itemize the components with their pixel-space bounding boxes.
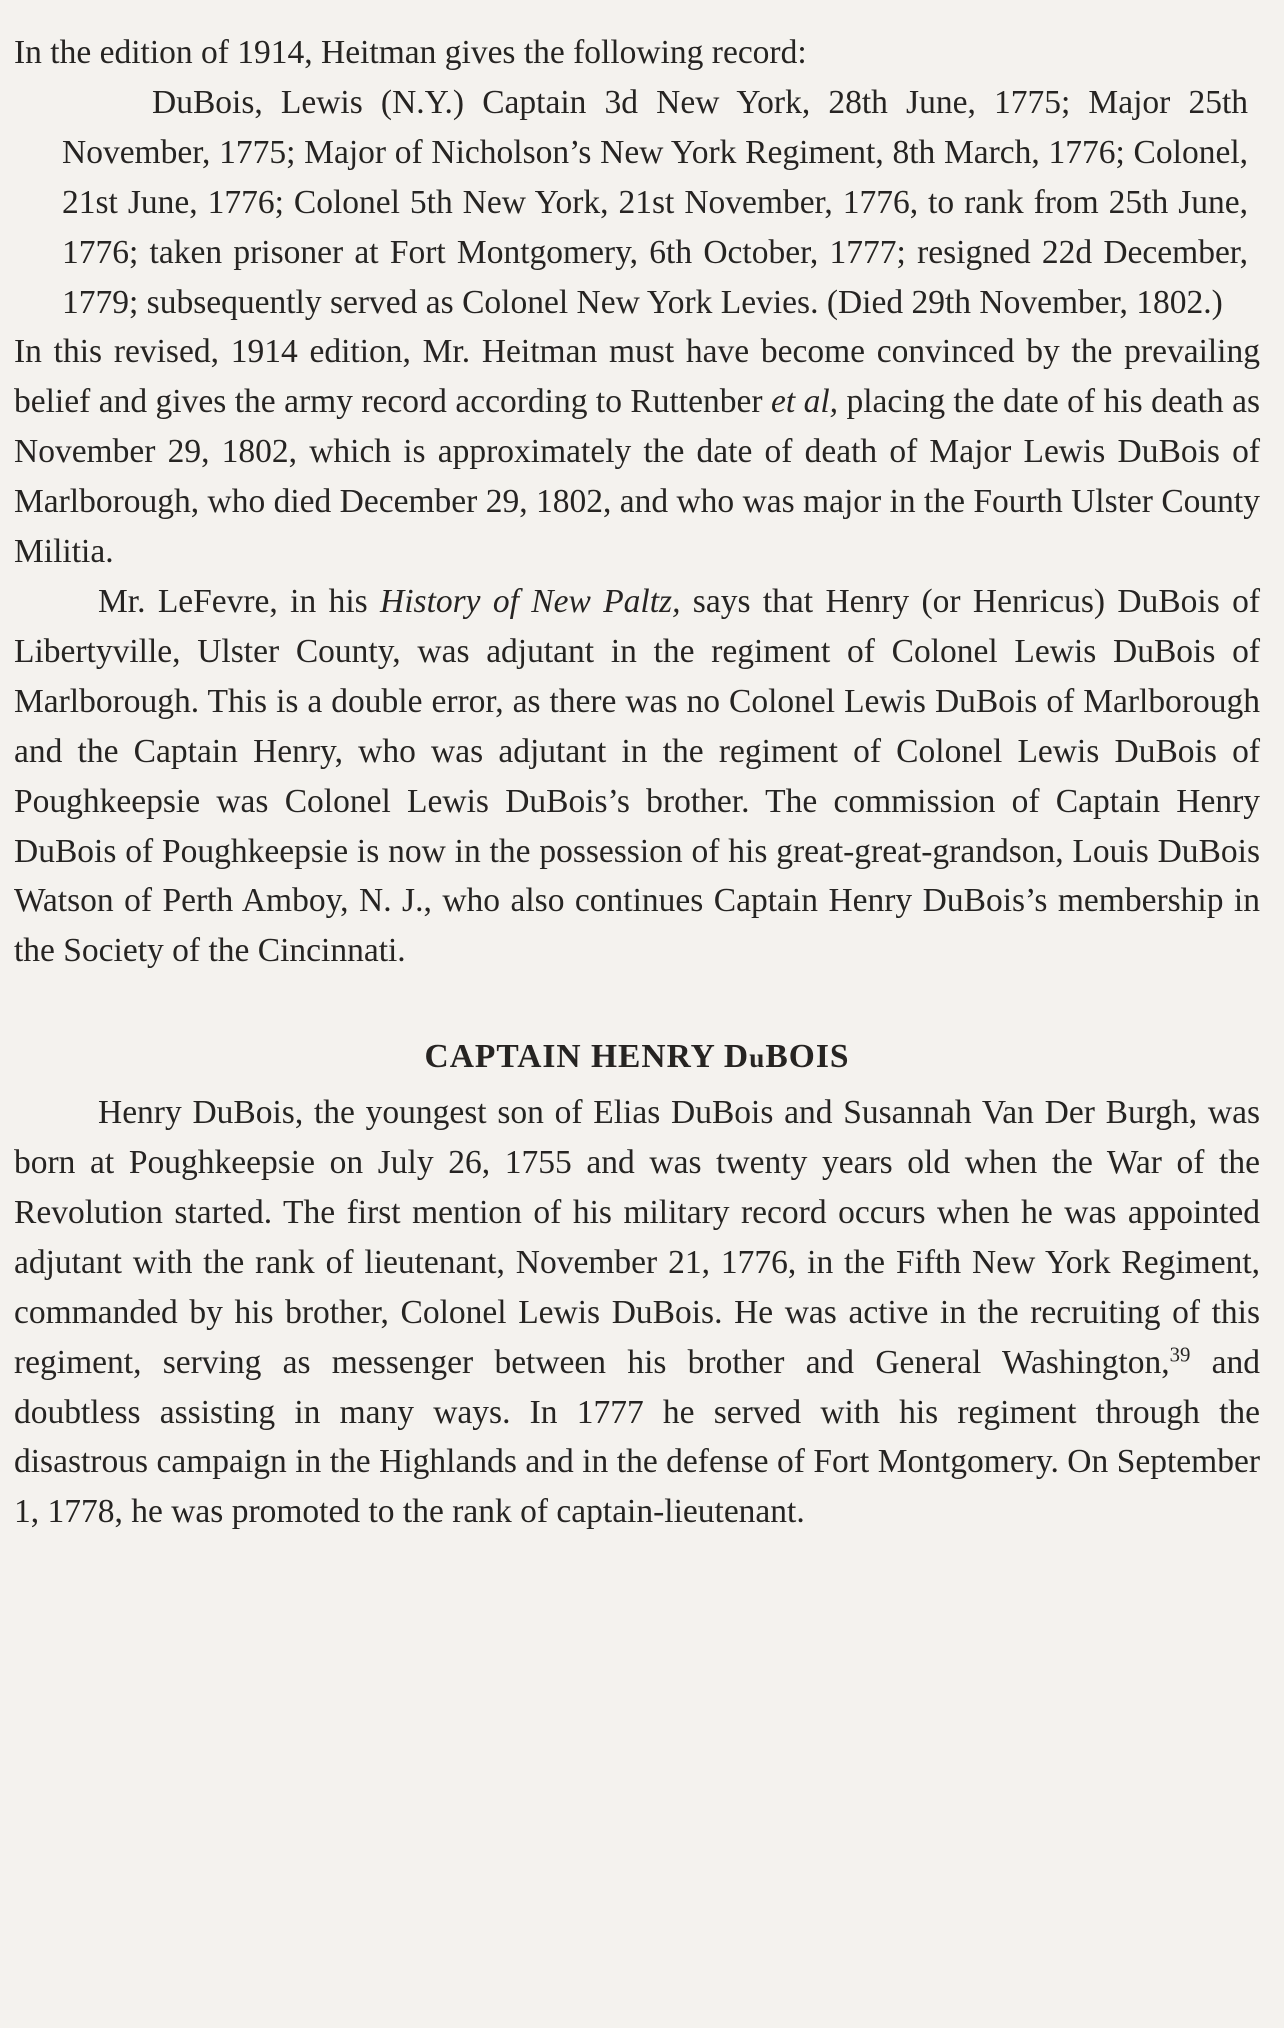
section-heading (14, 976, 1260, 1088)
heading-small-letter: u (749, 1043, 766, 1074)
paragraph-text: and doubtless assisting in many ways. In 1777 he served with his regiment through the disastrous campaign in the Highlands and in the defense of Fort Montgomery. On September 1, 1778, he was promoted to the rank of captain-lieutenant. (14, 1343, 1260, 1531)
paragraph-text: Henry DuBois, the youngest son of Elias DuBois and Susannah Van Der Burgh, was born at Poughkeepsie on July 26, 1755 and was twenty years old when the War of the Revolution started. The first mention of his military record occurs when he was appointed adjutant with the rank of lieutenant, November 21, 1776, in the Fifth New York Regiment, commanded by his brother, Colonel Lewis DuBois. He was active in the recruiting of this regiment, serving as messenger between his brother and General Washington, (14, 1094, 1260, 1381)
paragraph-lefevre (14, 577, 1260, 976)
paragraph-text: Mr. LeFevre, in his (98, 582, 381, 620)
document-page (14, 0, 1260, 1537)
italic-citation: et al, (770, 383, 839, 421)
paragraph-text: In this revised, 1914 edition, Mr. Heitman must have become convinced by the prevailing belief and gives the army record according to Ruttenber (14, 333, 1260, 421)
paragraph-text: placing the date of his death as November 29, 1802, which is approximately the date of death of Major Lewis DuBois of Marlborough, who died December 29, 1802, and who was major in the Fourth Ulster County Militia. (14, 383, 1261, 571)
heading-text-end: BOIS (765, 1038, 850, 1076)
intro-line: In the edition of 1914, Heitman gives the following record: (14, 34, 807, 71)
footnote-marker[interactable]: 39 (1169, 1343, 1191, 1367)
heitman-record-quote: DuBois, Lewis (N.Y.) Captain 3d New York, 28th June, 1775; Major 25th November, 1775; Major of Nicholson’s New York Regiment, 8th March, 1776; Colonel, 21st June, 1776; Colonel 5th New York, 21st November, 1776, to rank from 25th June, 1776; taken prisoner at Fort Montgomery, 6th October, 1777; resigned 22d December, 1779; subsequently served as Colonel New York Levies. (Died 29th November, 1802.) (62, 83, 1248, 321)
paragraph-henry-dubois (14, 1088, 1260, 1537)
italic-book-title: History of New Paltz, (380, 582, 681, 620)
paragraph-revised-edition (14, 327, 1260, 577)
paragraph-text: says that Henry (or Henricus) DuBois of Libertyville, Ulster County, was adjutant in the regiment of Colonel Lewis DuBois of Marlborough. This is a double error, as there was no Colonel Lewis DuBois of Marlborough and the Captain Henry, who was adjutant in the regiment of Colonel Lewis DuBois of Poughkeepsie was Colonel Lewis DuBois’s brother. The commission of Captain Henry DuBois of Poughkeepsie is now in the possession of his great-great-grandson, Louis DuBois Watson of Perth Amboy, N. J., who also continues Captain Henry DuBois’s membership in the Society of the Cincinnati. (14, 582, 1261, 970)
heading-text: CAPTAIN HENRY D (424, 1038, 750, 1076)
